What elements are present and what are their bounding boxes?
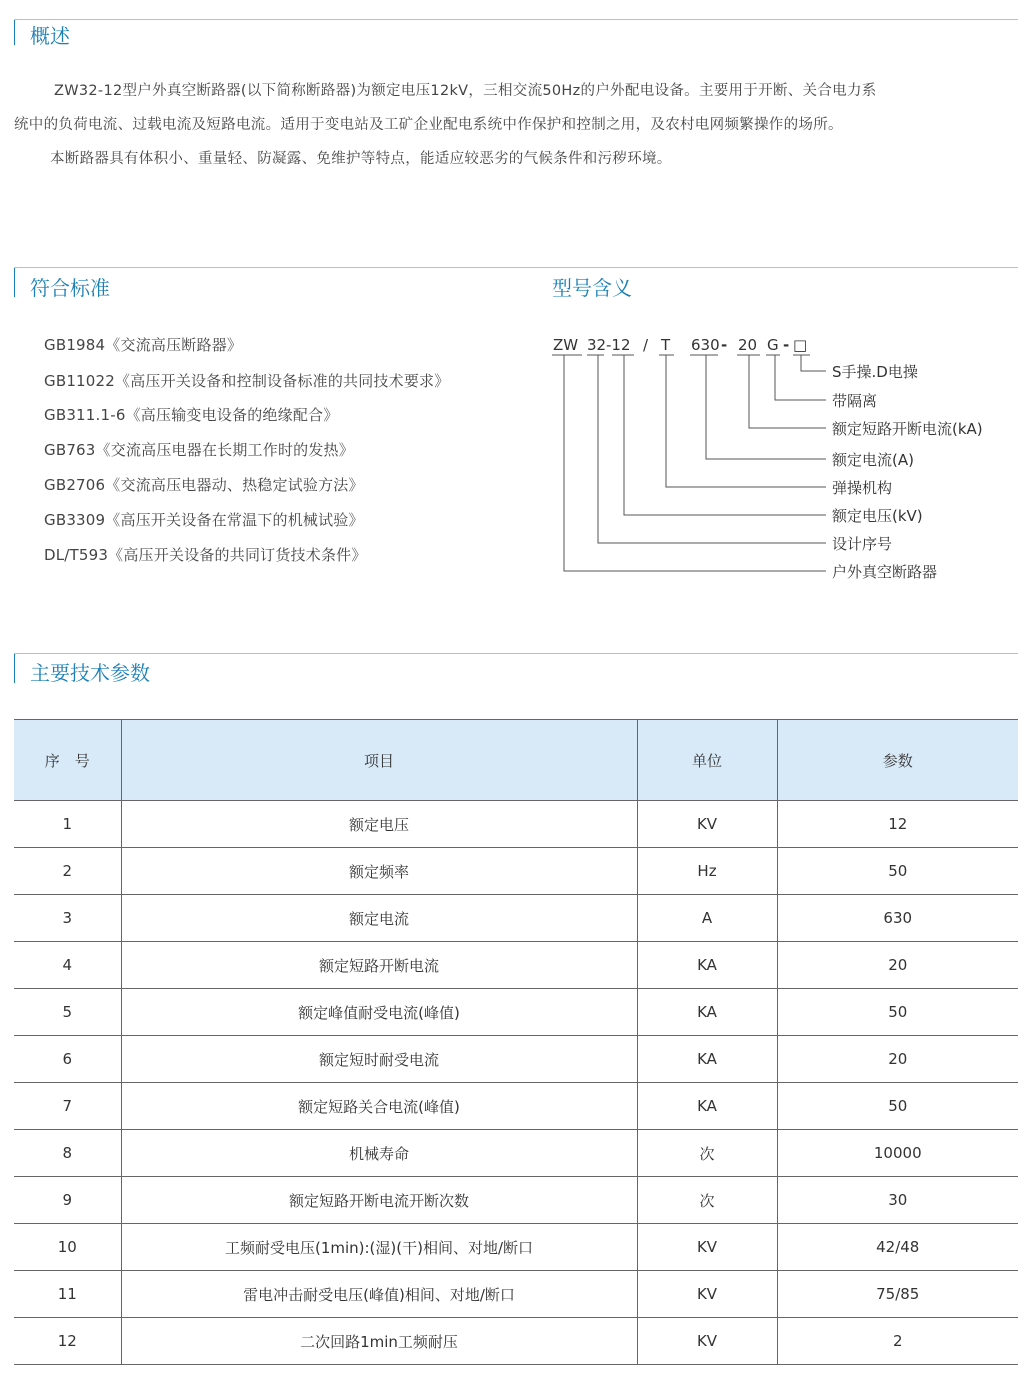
row-index: 8 — [14, 1130, 121, 1177]
row-index: 6 — [14, 1036, 121, 1083]
overview-paragraph-1-line-1: ZW32-12型户外真空断路器(以下简称断路器)为额定电压12kV，三相交流50Hz的户外配电设备。主要用于开断、关合电力系 — [54, 83, 877, 99]
standards-section-line — [14, 267, 1018, 268]
row-unit: A — [637, 895, 777, 942]
leader-outdoor-breaker — [564, 355, 826, 571]
model-label-operation: S手操.D电操 — [832, 363, 918, 381]
row-item: 额定短路关合电流(峰值) — [121, 1083, 637, 1130]
row-index: 11 — [14, 1271, 121, 1318]
model-code-dash-2: - — [783, 336, 790, 354]
row-item: 额定短路开断电流 — [121, 942, 637, 989]
model-code-630: 630 — [691, 336, 720, 354]
model-code-32: 32 — [587, 336, 607, 354]
row-index: 9 — [14, 1177, 121, 1224]
row-unit: KV — [637, 1224, 777, 1271]
header-value: 参数 — [777, 720, 1018, 801]
row-index: 7 — [14, 1083, 121, 1130]
row-value: 30 — [777, 1177, 1018, 1224]
params-section-marker — [14, 653, 15, 683]
table-row — [14, 1036, 1018, 1083]
leader-spring-mechanism — [666, 355, 826, 487]
model-label-rated-current: 额定电流(A) — [832, 451, 914, 469]
standard-item: GB11022《高压开关设备和控制设备标准的共同技术要求》 — [44, 372, 450, 390]
standards-section-marker — [14, 267, 15, 297]
model-code-20: 20 — [738, 336, 758, 354]
row-item: 机械寿命 — [121, 1130, 637, 1177]
table-row — [14, 1271, 1018, 1318]
model-code-12: -12 — [606, 336, 631, 354]
leader-rated-voltage — [624, 355, 826, 515]
model-label-spring-mechanism: 弹操机构 — [832, 479, 893, 497]
leader-design-number — [598, 355, 826, 543]
row-unit: KV — [637, 1318, 777, 1365]
model-label-rated-voltage: 额定电压(kV) — [832, 507, 923, 525]
table-row — [14, 848, 1018, 895]
row-value: 50 — [777, 848, 1018, 895]
row-item: 工频耐受电压(1min):(湿)(干)相间、对地/断口 — [121, 1224, 637, 1271]
row-item: 额定峰值耐受电流(峰值) — [121, 989, 637, 1036]
row-item: 额定电压 — [121, 801, 637, 848]
standard-item: GB2706《交流高压电器动、热稳定试验方法》 — [44, 476, 364, 494]
overview-paragraph-1-line-2: 统中的负荷电流、过载电流及短路电流。适用于变电站及工矿企业配电系统中作保护和控制之用，及农村电网频繁操作的场所。 — [14, 117, 843, 133]
leader-rated-current — [706, 355, 826, 459]
row-index: 2 — [14, 848, 121, 895]
row-item: 额定频率 — [121, 848, 637, 895]
standards-title: 符合标准 — [30, 276, 110, 300]
row-value: 630 — [777, 895, 1018, 942]
row-index: 3 — [14, 895, 121, 942]
leader-breaking-current — [749, 355, 826, 428]
model-label-outdoor-breaker: 户外真空断路器 — [832, 563, 938, 581]
standard-item: GB763《交流高压电器在长期工作时的发热》 — [44, 441, 354, 459]
row-unit: KV — [637, 801, 777, 848]
row-unit: KA — [637, 942, 777, 989]
row-unit: KA — [637, 1036, 777, 1083]
overview-title: 概述 — [30, 24, 70, 48]
row-unit: Hz — [637, 848, 777, 895]
row-value: 10000 — [777, 1130, 1018, 1177]
row-item: 额定短路开断电流开断次数 — [121, 1177, 637, 1224]
model-code-box: □ — [793, 336, 808, 354]
model-label-design-number: 设计序号 — [832, 535, 893, 553]
model-title: 型号含义 — [552, 276, 632, 300]
row-value: 20 — [777, 942, 1018, 989]
header-unit: 单位 — [637, 720, 777, 801]
row-index: 10 — [14, 1224, 121, 1271]
row-value: 42/48 — [777, 1224, 1018, 1271]
standard-item: DL/T593《高压开关设备的共同订货技术条件》 — [44, 546, 367, 564]
row-value: 12 — [777, 801, 1018, 848]
standard-item: GB311.1-6《高压输变电设备的绝缘配合》 — [44, 406, 339, 424]
row-value: 50 — [777, 989, 1018, 1036]
overview-paragraph-1 — [14, 74, 1019, 176]
table-row — [14, 1130, 1018, 1177]
params-table — [14, 719, 1018, 1365]
row-unit: KA — [637, 989, 777, 1036]
overview-section-marker — [14, 19, 15, 45]
row-value: 50 — [777, 1083, 1018, 1130]
row-item: 雷电冲击耐受电压(峰值)相间、对地/断口 — [121, 1271, 637, 1318]
params-section-line — [14, 653, 1018, 654]
row-value: 2 — [777, 1318, 1018, 1365]
model-code-g: G — [767, 336, 779, 354]
row-value: 20 — [777, 1036, 1018, 1083]
row-unit: 次 — [637, 1130, 777, 1177]
table-row — [14, 1177, 1018, 1224]
table-row — [14, 1318, 1018, 1365]
header-index: 序 号 — [14, 720, 121, 801]
leader-operation — [801, 355, 826, 371]
row-unit: KV — [637, 1271, 777, 1318]
model-code-t: T — [661, 336, 671, 354]
row-unit: 次 — [637, 1177, 777, 1224]
row-value: 75/85 — [777, 1271, 1018, 1318]
params-title: 主要技术参数 — [30, 661, 150, 685]
row-unit: KA — [637, 1083, 777, 1130]
row-item: 额定短时耐受电流 — [121, 1036, 637, 1083]
row-index: 12 — [14, 1318, 121, 1365]
model-code-slash: / — [643, 336, 649, 354]
standard-item: GB1984《交流高压断路器》 — [44, 336, 243, 354]
row-index: 5 — [14, 989, 121, 1036]
header-item: 项目 — [121, 720, 637, 801]
model-code-dash-1: - — [721, 336, 728, 354]
params-header-row — [14, 720, 1018, 801]
table-row — [14, 1224, 1018, 1271]
row-item: 二次回路1min工频耐压 — [121, 1318, 637, 1365]
row-index: 4 — [14, 942, 121, 989]
model-label-isolation: 带隔离 — [832, 392, 878, 410]
overview-section-line — [14, 19, 1018, 20]
table-row — [14, 989, 1018, 1036]
model-label-breaking-current: 额定短路开断电流(kA) — [832, 420, 983, 438]
row-item: 额定电流 — [121, 895, 637, 942]
overview-paragraph-2: 本断路器具有体积小、重量轻、防凝露、免维护等特点，能适应较恶劣的气候条件和污秽环境。 — [50, 151, 672, 167]
table-row — [14, 801, 1018, 848]
model-code-zw: ZW — [553, 336, 579, 354]
row-index: 1 — [14, 801, 121, 848]
standard-item: GB3309《高压开关设备在常温下的机械试验》 — [44, 511, 364, 529]
table-row — [14, 942, 1018, 989]
table-row — [14, 1083, 1018, 1130]
leader-isolation — [775, 355, 826, 400]
table-row — [14, 895, 1018, 942]
